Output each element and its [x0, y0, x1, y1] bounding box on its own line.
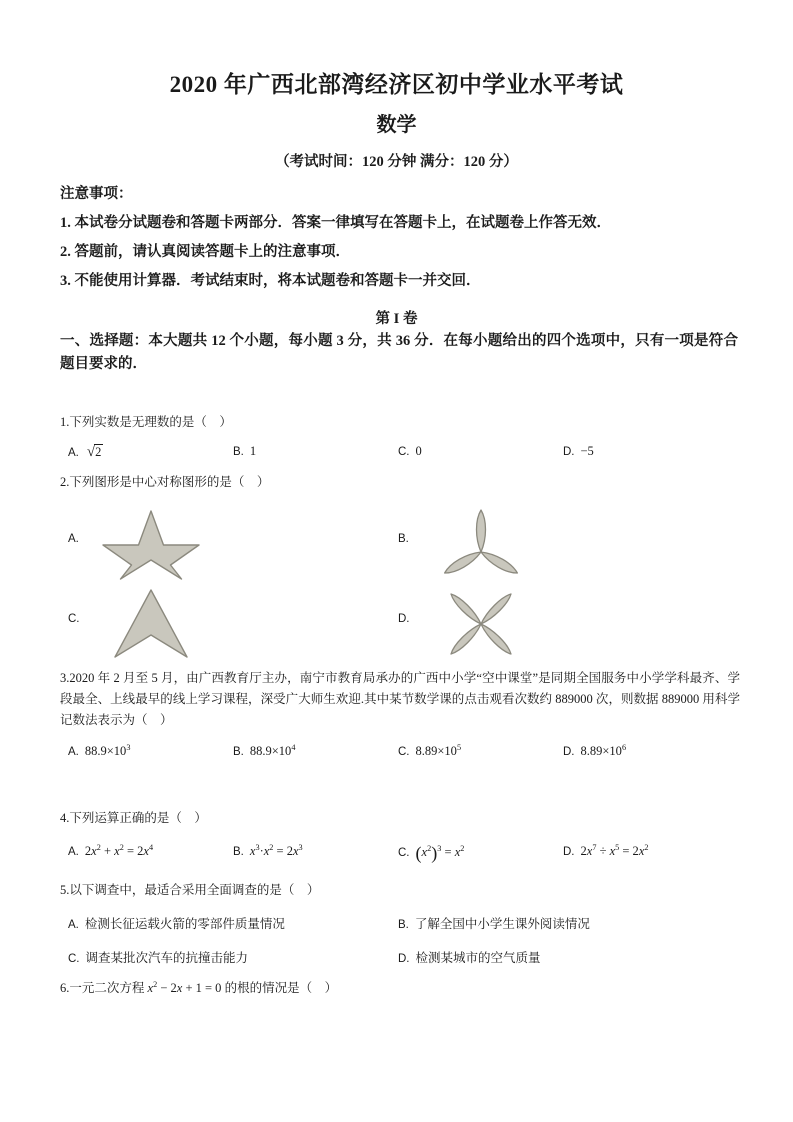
question-1-stem: 1.下列实数是无理数的是（ ） [60, 415, 232, 429]
question-6-stem [60, 978, 740, 999]
question-1-option-a[interactable] [68, 444, 103, 461]
question-2 [60, 472, 740, 493]
option-value: $x^3\cdot x^2 = 2x^3$ [249, 843, 303, 859]
option-label: A. [68, 447, 79, 459]
question-5-options-row-2 [60, 948, 740, 974]
chevron-arrowhead-icon [96, 585, 206, 668]
option-value: 了解全国中小学生课外阅读情况 [414, 917, 590, 931]
option-value: 检测长征运载火箭的零部件质量情况 [84, 917, 285, 931]
option-value: −5 [580, 444, 594, 458]
option-label: B. [233, 846, 244, 859]
question-6-stem-prefix: 6.一元二次方程 [60, 981, 145, 996]
option-label: D. [398, 613, 410, 625]
question-4-option-c[interactable] [398, 843, 464, 864]
option-label: B. [233, 746, 244, 759]
question-5-option-d[interactable] [398, 948, 541, 966]
notices-block [60, 182, 740, 301]
option-exponent: 5 [456, 743, 462, 752]
question-2-option-c[interactable] [60, 585, 360, 663]
notices-heading: 注意事项： [60, 186, 133, 202]
option-label: D. [563, 746, 575, 759]
option-value: $(x^2)^3 = x^2$ [415, 843, 465, 863]
question-5-option-a[interactable] [68, 914, 285, 932]
question-2-figure-grid [60, 505, 740, 665]
option-label: B. [233, 446, 244, 458]
option-mantissa: 8.89 [415, 744, 438, 759]
option-label: C. [68, 613, 80, 625]
section-intro: 一、选择题：本大题共 12 个小题，每小题 3 分，共 36 分．在每小题给出的四个选项中，只有一项是符合题目要求的． [60, 333, 738, 373]
page-title: 2020 年广西北部湾经济区初中学业水平考试 [169, 72, 624, 97]
question-3-option-c[interactable]: C. $8.89\times 10^5$ [398, 743, 462, 759]
option-label: A. [68, 846, 79, 859]
question-4-stem: 4.下列运算正确的是（ ） [60, 811, 207, 825]
question-1-option-d[interactable] [563, 444, 594, 459]
option-label: A. [68, 746, 79, 759]
question-2-option-d[interactable] [390, 585, 690, 663]
option-exponent: 4 [291, 743, 296, 752]
five-point-star-icon [96, 505, 206, 588]
question-4-option-b[interactable] [233, 843, 303, 859]
question-4 [60, 808, 740, 873]
question-1-option-c[interactable] [398, 444, 422, 459]
option-value: $2x^7 \div x^5 = 2x^2$ [580, 843, 649, 859]
question-3-option-a[interactable]: A. $88.9\times 10^3$ [68, 743, 131, 759]
notice-item-2: 2. 答题前，请认真阅读答题卡上的注意事项． [60, 244, 350, 261]
notice-item-3: 3. 不能使用计算器．考试结束时，将本试题卷和答题卡一并交回． [60, 273, 481, 290]
question-5 [60, 880, 740, 974]
option-mantissa: 88.9 [249, 744, 272, 759]
option-label: C. [398, 446, 410, 458]
question-4-option-d[interactable] [563, 843, 649, 859]
option-value: 调查某批次汽车的抗撞击能力 [85, 951, 249, 965]
option-label: B. [398, 919, 409, 931]
option-label: D. [398, 953, 410, 965]
option-label: A. [68, 533, 79, 545]
exam-info-line: （考试时间：120 分钟 满分：120 分） [275, 154, 518, 170]
option-label: D. [563, 446, 575, 458]
question-3-options [60, 743, 740, 773]
option-mantissa: 88.9 [84, 744, 107, 759]
option-exponent: 3 [126, 743, 131, 752]
option-label: B. [398, 533, 409, 545]
question-2-option-b[interactable] [390, 505, 690, 583]
option-value: 0 [415, 444, 422, 458]
question-5-options-row-1 [60, 914, 740, 940]
option-label: A. [68, 919, 79, 931]
option-label: C. [398, 847, 410, 860]
option-mantissa: 8.89 [580, 744, 603, 759]
question-3 [60, 668, 740, 773]
four-petal-flower-icon [426, 585, 536, 668]
question-1-option-b[interactable] [233, 444, 256, 459]
question-3-option-d[interactable]: D. $8.89\times 10^6$ [563, 743, 627, 759]
option-label: C. [398, 746, 410, 759]
option-value: 1 [249, 444, 257, 458]
question-5-stem: 5.以下调查中，最适合采用全面调查的是（ ） [60, 883, 320, 897]
question-6-stem-suffix: 的根的情况是（ ） [224, 981, 338, 996]
question-2-option-a[interactable] [60, 505, 360, 583]
option-label: C. [68, 953, 80, 965]
question-1 [60, 412, 740, 478]
question-3-stem: 3.2020 年 2 月至 5 月，由广西教育厅主办，南宁市教育局承办的广西中小学“空中课堂”是同期全国服务中小学学科最齐、学段最全、上线最早的线上学习课程，深受广大师生欢迎.其中某节数学课的点击观看次数约 889000 次，则数据 889000 用科学记数法表示为（ ） [60, 671, 740, 727]
question-4-option-a[interactable] [68, 843, 153, 859]
question-6-stem-math: $x^2 - 2x + 1 = 0$ [147, 980, 225, 996]
option-value: 检测某城市的空气质量 [415, 951, 541, 965]
notice-item-1: 1. 本试卷分试题卷和答题卡两部分．答案一律填写在答题卡上，在试题卷上作答无效． [60, 215, 611, 231]
sqrt-icon: √2 [86, 444, 102, 460]
question-5-option-c[interactable] [68, 948, 248, 966]
option-value: $2x^2 + x^2 = 2x^4$ [84, 843, 154, 859]
question-6 [60, 978, 740, 999]
option-exponent: 6 [621, 743, 627, 752]
volume-heading: 第 I 卷 [375, 311, 418, 327]
option-value: 2 [95, 445, 102, 459]
three-petal-pinwheel-icon [426, 505, 536, 588]
question-3-option-b[interactable]: B. $88.9\times 10^4$ [233, 743, 296, 759]
question-4-options [60, 843, 740, 873]
question-2-stem: 2.下列图形是中心对称图形的是（ ） [60, 475, 270, 489]
question-5-option-b[interactable] [398, 914, 590, 932]
subject-title: 数学 [376, 114, 417, 136]
option-label: D. [563, 846, 575, 859]
